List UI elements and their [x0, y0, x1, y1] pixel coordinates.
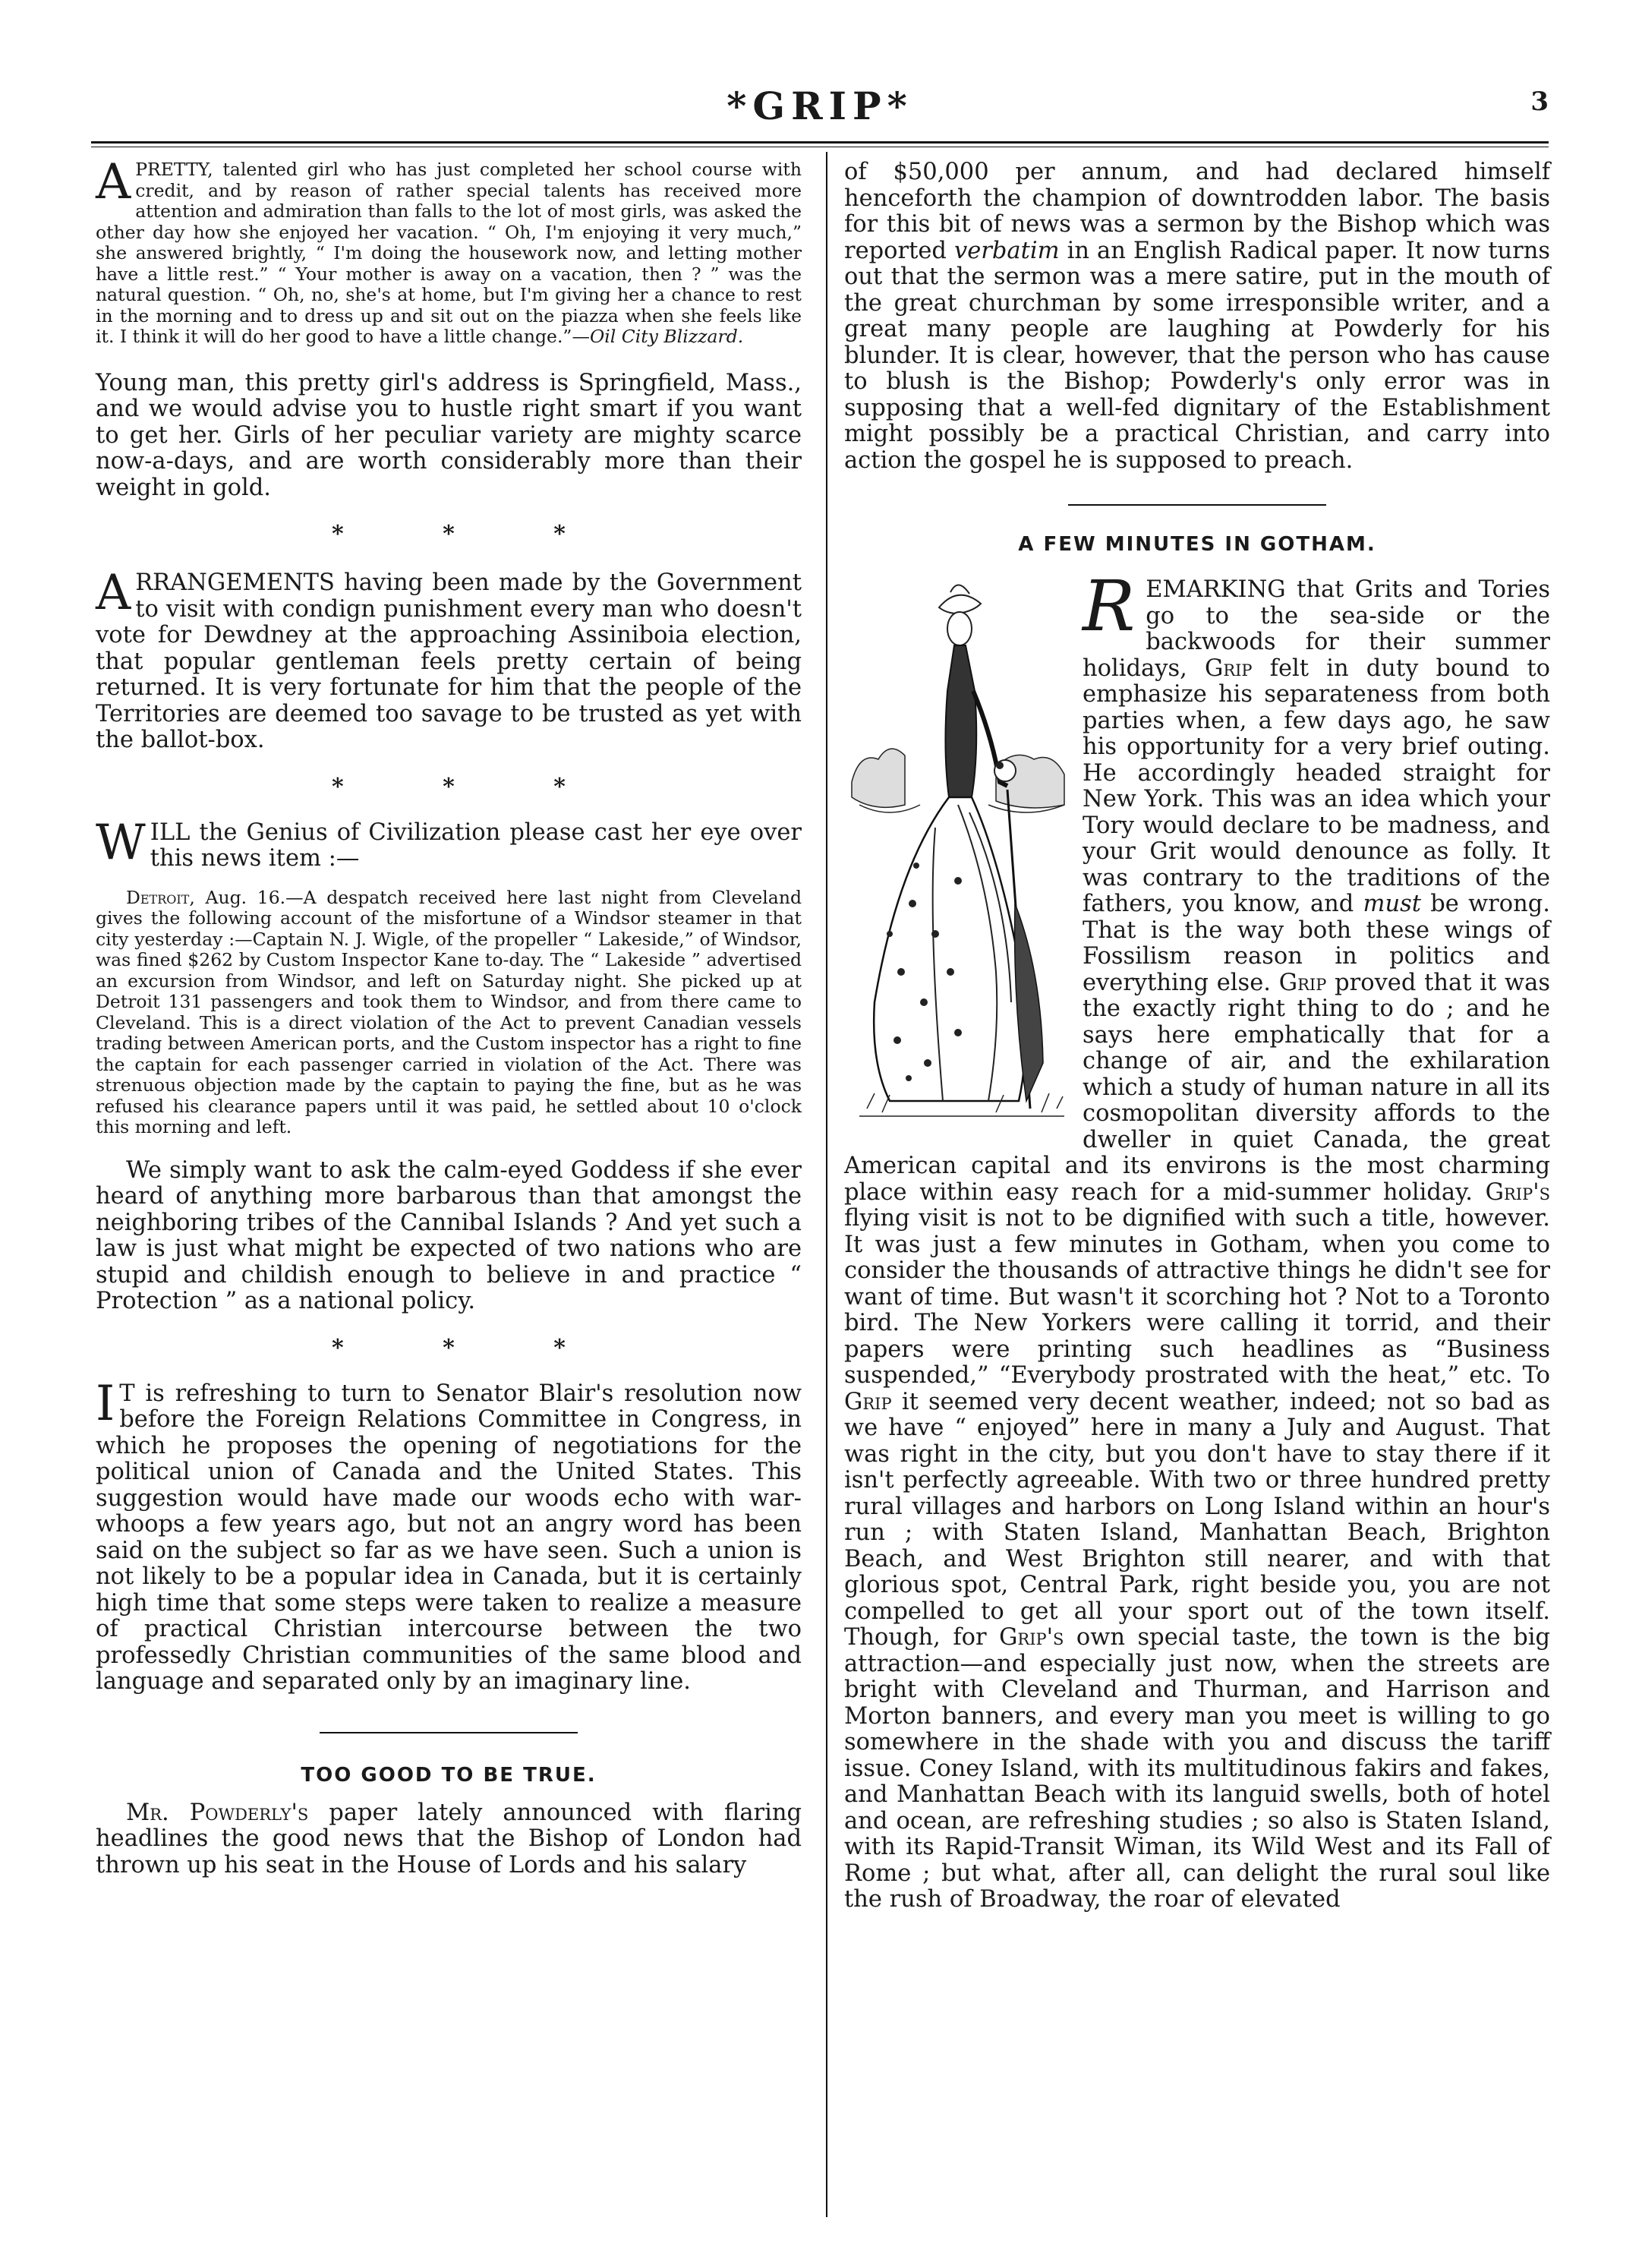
must-italic: must — [1363, 891, 1422, 917]
grip-name: Grip — [1204, 655, 1253, 682]
header-rule — [91, 141, 1549, 144]
column-divider — [826, 152, 827, 2217]
arrangements-text: RRANGEMENTS having been made by the Government to visit with condign punishment every man who doesn't vote for Dewdney at the approaching Assiniboia election, that popular gentleman feels pretty certain of being returned. It is very fortunate for him that the people of the Territories are deemed too savage to be trusted as yet with the ballot-box. — [96, 569, 802, 753]
dispatch-text: Aug. 16.—A despatch received here last night from Cleveland gives the following account of the misfortune of a Windsor steamer in that city yesterday :—Captain N. J. Wigle, of the propeller “ Lakeside,” of Windsor, was fined $262 by Custom Inspector Kane to-day. The “ Lakeside ” advertised an excursion from Windsor, and left on Saturday night. She picked up at Detroit 131 passengers and took them to Windsor, and from there came to Cleveland. This is a direct violation of the Act to prevent Canadian vessels trading between American ports, and the Custom inspector has a right to fine the captain for each passenger carried in violation of the Act. There was strenuous objection made by the captain to paying the fine, but as he was refused his clearance papers until it was paid, he settled about 10 o'clock this morning and left. — [96, 886, 802, 1137]
senator-blair-text: T is refreshing to turn to Senator Blair's resolution now before the Foreign Relations Committee in Congress, in which he proposes the opening of negotiations for the political union of Canada and the United States. This suggestion would have made our woods echo with war-whoops a few years ago, but not an angry word has been said on the subject so far as we have seen. Such a union is not likely to be a popular idea in Canada, but it is certainly high time that some steps were taken to realize a measure of practical Christian intercourse between the two professedly Christian communities of the same blood and language and separated only by an imaginary line. — [96, 1380, 802, 1695]
detroit-dispatch — [96, 888, 802, 1138]
quote-text: PRETTY, talented girl who has just completed her school course with credit, and by reason of rather special talents has received more attention and admiration than falls to the lot of most girls, was asked the other day how she enjoyed her vacation. “ Oh, I'm enjoying it very much,” she answered brightly, “ I'm doing the housework now, and letting mother have a little rest.” “ Your mother is away on a vacation, then ? ” was the natural question. “ Oh, no, she's at home, but I'm giving her a chance to rest in the morning and to dress up and sit out on the piazza when she feels like it. I think it will do her good to have a little change.”— — [96, 159, 802, 347]
page-number: 3 — [1530, 87, 1549, 117]
dropcap: I — [96, 1375, 115, 1432]
victorian-lady-illustration — [844, 577, 1072, 1131]
too-good-heading: TOO GOOD TO BE TRUE. — [301, 1763, 597, 1787]
gotham-text-part: proved that it was the exactly right thing to do ; and he says here emphatically that for a change of air, and the exhilaration which a study of human nature in all its cosmopolitan diversity affords to the dweller in quiet Canada, the great American capital and its environs is the most charming place within easy reach for a mid-summer holiday. — [844, 969, 1550, 1206]
dropcap: A — [96, 154, 131, 210]
will-genius-paragraph — [96, 814, 802, 872]
masthead: *GRIP* — [726, 84, 913, 128]
continued-text: of $50,000 per annum, and had declared himself henceforth the champion of downtrodden labor. The basis for this bit of news was a sermon by the Bishop which was reported — [844, 159, 1550, 264]
arrangements-paragraph — [96, 565, 802, 754]
gotham-text-part: it seemed very decent weather, indeed; not so bad as we have “ enjoyed” here in many a July and August. That was right in the city, but you don't have to stay there if it isn't perfectly agreeable. With two or three hundred pretty rural villages and harbors on Long Island within an hour's run ; with Staten Island, Manhattan Beach, Brighton Beach, and West Brighton still nearer, and with that glorious spot, Central Park, right beside you, you are not compelled to get all your sport out of the town itself. Though, for — [844, 1388, 1550, 1651]
dispatch-dateline: Detroit, — [126, 886, 195, 908]
section-stars: * * * — [332, 521, 611, 547]
gotham-heading: A FEW MINUTES IN GOTHAM. — [1018, 533, 1376, 556]
pretty-girl-comment: Young man, this pretty girl's address is Springfield, Mass., and we would advise you to hustle right smart if you want to get her. Girls of her peculiar variety are mighty scarce now-a-days, and are worth considerably more than their weight in gold. — [96, 369, 802, 501]
gotham-text-part: be wrong. That is the way both these wings of Fossilism reason in politics and everything else. — [1083, 891, 1550, 996]
section-rule — [320, 1732, 578, 1733]
grip-name: Grip — [844, 1388, 892, 1415]
gotham-text-part: flying visit is not to be dignified with such a title, however. It was just a few minutes in Gotham, when you come to consider the thousands of attractive things he didn't see for want of time. But wasn't it scorching hot ? Not to a Toronto bird. The New Yorkers were calling it torrid, and their papers were printing such headlines as “Business suspended,” “Everybody prostrated with the heat,” etc. To — [844, 1205, 1550, 1389]
quote-source: Oil City Blizzard. — [589, 326, 744, 347]
too-good-continued — [844, 159, 1550, 474]
too-good-lead: Mr. Powderly's — [126, 1799, 309, 1826]
section-rule — [1068, 504, 1326, 506]
dropcap: A — [96, 565, 131, 621]
gotham-text-part: EMARKING that Grits and Tories go to the sea-side or the backwoods for their summer holidays, — [1083, 576, 1550, 682]
verbatim-italic: verbatim — [954, 237, 1060, 264]
continued-text: in an English Radical paper. It now turns out that the sermon was a mere satire, put in the mouth of the great churchman by some irresponsible writer, and a great many people are laughing at Powderly for his blunder. It is clear, however, that the person who has cause to blush is the Bishop; Powderly's only error was in supposing that a well-fed dignitary of the Establishment might possibly be a practical Christian, and carry into action the gospel he is supposed to preach. — [844, 237, 1551, 474]
grip-name: Grip's — [999, 1624, 1064, 1651]
will-genius-text: ILL the Genius of Civilization please cast her eye over this news item :— — [150, 819, 802, 872]
pretty-girl-quote — [96, 154, 802, 348]
gotham-text-part: felt in duty bound to emphasize his separateness from both parties when, a few days ago, he saw his opportunity for a very brief outing. He accordingly headed straight for New York. This was an idea which your Tory would declare to be madness, and your Grit would denounce as folly. It was contrary to the traditions of the fathers, you know, and — [1083, 655, 1550, 917]
left-column — [96, 154, 802, 1878]
gotham-text-part: own special taste, the town is the big attraction—and especially just now, when the streets are bright with Cleveland and Thurman, and Harrison and Morton banners, and every man you meet is willing to go somewhere in the shade with you and discuss the tariff issue. Coney Island, with its multitudinous fakirs and fakes, and Manhattan Beach with its languid swells, both of hotel and ocean, are refreshing studies ; so also is Staten Island, with its Rapid-Transit Wiman, its Wild West and its Fall of Rome ; but what, after all, can delight the rural soul like the rush of Broadway, the roar of elevated — [844, 1624, 1550, 1913]
senator-blair-paragraph — [96, 1375, 802, 1695]
dropcap: W — [96, 814, 146, 871]
grip-name: Grip's — [1485, 1178, 1550, 1206]
dropcap: R — [1083, 566, 1136, 647]
too-good-text: paper lately announced with flaring headlines the good news that the Bishop of London had thrown up his seat in the House of Lords and his salary — [96, 1799, 802, 1878]
goddess-comment: We simply want to ask the calm-eyed Goddess if she ever heard of anything more barbarous than that amongst the neighboring tribes of the Cannibal Islands ? And yet such a law is just what might be expected of two nations who are stupid and childish enough to believe in and practice “ Protection ” as a national policy. — [96, 1156, 802, 1314]
page-header — [91, 76, 1549, 137]
section-stars: * * * — [332, 1334, 611, 1361]
right-column — [844, 159, 1550, 1913]
gotham-article — [844, 566, 1550, 1913]
too-good-paragraph — [96, 1800, 802, 1879]
section-stars: * * * — [332, 773, 611, 800]
grip-name: Grip — [1278, 969, 1327, 996]
